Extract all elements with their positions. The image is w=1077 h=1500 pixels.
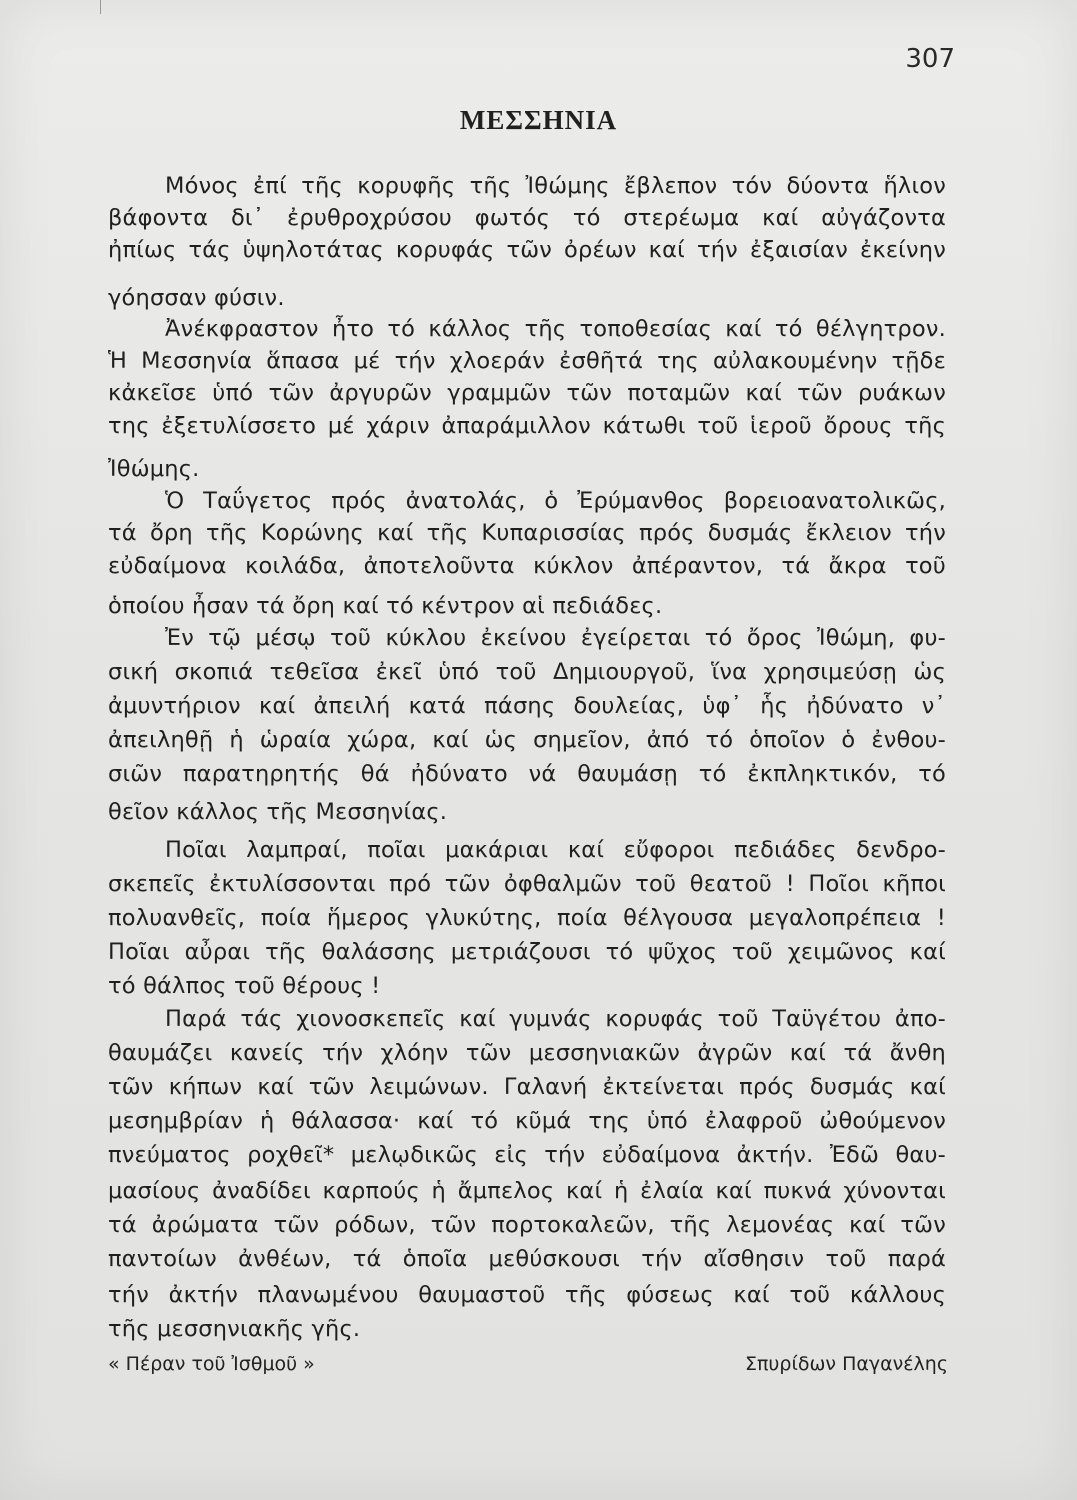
text-line: μεσημβρίαν ἡ θάλασσα· καί τό κῦμά της ὑπό ἐλαφροῦ ὠθούμενον	[108, 1108, 946, 1134]
text-line: ἠπίως τάς ὑψηλοτάτας κορυφάς τῶν ὀρέων καί τήν ἐξαισίαν ἐκείνην	[108, 237, 946, 263]
page-number: 307	[905, 44, 955, 74]
text-line: Ὁ Ταΰγετος πρός ἀνατολάς, ὁ Ἐρύμανθος βορειοανατολικῶς,	[165, 488, 946, 514]
text-line: ἀμυντήριον καί ἀπειλή κατά πάσης δουλείας, ὑφ᾽ ἧς ἠδύνατο ν᾽	[108, 693, 946, 719]
text-line: εὐδαίμονα κοιλάδα, ἀποτελοῦντα κύκλον ἀπέραντον, τά ἄκρα τοῦ	[108, 553, 946, 579]
text-line: Ἰθώμης.	[108, 456, 200, 482]
text-line: τήν ἀκτήν πλανωμένου θαυμαστοῦ τῆς φύσεως καί τοῦ κάλλους	[108, 1282, 946, 1308]
text-line: παντοίων ἀνθέων, τά ὁποῖα μεθύσκουσι τήν αἴσθησιν τοῦ παρά	[108, 1246, 946, 1272]
text-line: Ἐν τῷ μέσῳ τοῦ κύκλου ἐκείνου ἐγείρεται τό ὄρος Ἰθώμη, φυ-	[165, 625, 946, 651]
text-line: Μόνος ἐπί τῆς κορυφῆς τῆς Ἰθώμης ἔβλεπον τόν δύοντα ἥλιον	[165, 173, 946, 199]
text-line: της ἐξετυλίσσετο μέ χάριν ἀπαράμιλλον κάτωθι τοῦ ἱεροῦ ὄρους τῆς	[108, 413, 946, 439]
author-name: Σπυρίδων Παγανέλης	[744, 1353, 948, 1375]
text-line: Ἀνέκφραστον ἦτο τό κάλλος τῆς τοποθεσίας καί τό θέλγητρον.	[165, 316, 946, 342]
text-line: πολυανθεῖς, ποία ἥμερος γλυκύτης, ποία θέλγουσα μεγαλοπρέπεια !	[108, 905, 946, 931]
text-line: σική σκοπιά τεθεῖσα ἐκεῖ ὑπό τοῦ Δημιουργοῦ, ἵνα χρησιμεύσῃ ὡς	[108, 659, 946, 685]
text-line: Ποῖαι αὖραι τῆς θαλάσσης μετριάζουσι τό ψῦχος τοῦ χειμῶνος καί	[108, 939, 946, 965]
text-line: θεῖον κάλλος τῆς Μεσσηνίας.	[108, 799, 448, 825]
page-title: ΜΕΣΣΗΝΙΑ	[459, 105, 618, 135]
text-line: τά ἀρώματα τῶν ρόδων, τῶν πορτοκαλεῶν, τῆς λεμονέας καί τῶν	[108, 1212, 946, 1238]
text-line: Ποῖαι λαμπραί, ποῖαι μακάριαι καί εὔφοροι πεδιάδες δενδρο-	[165, 837, 946, 863]
text-line: τῶν κήπων καί τῶν λειμώνων. Γαλανή ἐκτείνεται πρός δυσμάς καί	[108, 1074, 946, 1100]
text-line: Ἡ Μεσσηνία ἅπασα μέ τήν χλοεράν ἐσθῆτά της αὐλακουμένην τῇδε	[108, 348, 946, 374]
text-line: τά ὄρη τῆς Κορώνης καί τῆς Κυπαρισσίας πρός δυσμάς ἔκλειον τήν	[108, 520, 946, 546]
text-line: τό θάλπος τοῦ θέρους !	[108, 973, 381, 999]
text-line: θαυμάζει κανείς τήν χλόην τῶν μεσσηνιακῶν ἀγρῶν καί τά ἄνθη	[108, 1040, 946, 1066]
text-line: μασίους ἀναδίδει καρπούς ἡ ἄμπελος καί ἡ ἐλαία καί πυκνά χύνονται	[108, 1178, 946, 1204]
text-line: γόησσαν φύσιν.	[108, 285, 285, 311]
text-line: ἀπειληθῇ ἡ ὡραία χώρα, καί ὡς σημεῖον, ἀπό τό ὁποῖον ὁ ἐνθου-	[108, 727, 946, 753]
text-line: κἀκεῖσε ὑπό τῶν ἀργυρῶν γραμμῶν τῶν ποταμῶν καί τῶν ρυάκων	[108, 380, 946, 406]
text-line: Παρά τάς χιονοσκεπεῖς καί γυμνάς κορυφάς τοῦ Ταϋγέτου ἀπο-	[165, 1006, 946, 1032]
text-line: ὁποίου ἦσαν τά ὄρη καί τό κέντρον αἱ πεδιάδες.	[108, 593, 663, 619]
page-edge-mark	[100, 0, 101, 14]
text-line: σιῶν παρατηρητής θά ἠδύνατο νά θαυμάσῃ τό ἐκπληκτικόν, τό	[108, 761, 946, 787]
text-line: τῆς μεσσηνιακῆς γῆς.	[108, 1316, 361, 1342]
text-line: βάφοντα δι᾽ ἐρυθροχρύσου φωτός τό στερέωμα καί αὐγάζοντα	[108, 205, 946, 231]
text-line: πνεύματος ροχθεῖ* μελῳδικῶς εἰς τήν εὐδαίμονα ἀκτήν. Ἐδῶ θαυ-	[108, 1142, 946, 1168]
source-citation: « Πέραν τοῦ Ἰσθμοῦ »	[108, 1353, 315, 1375]
text-line: σκεπεῖς ἐκτυλίσσονται πρό τῶν ὀφθαλμῶν τοῦ θεατοῦ ! Ποῖοι κῆποι	[108, 871, 946, 897]
